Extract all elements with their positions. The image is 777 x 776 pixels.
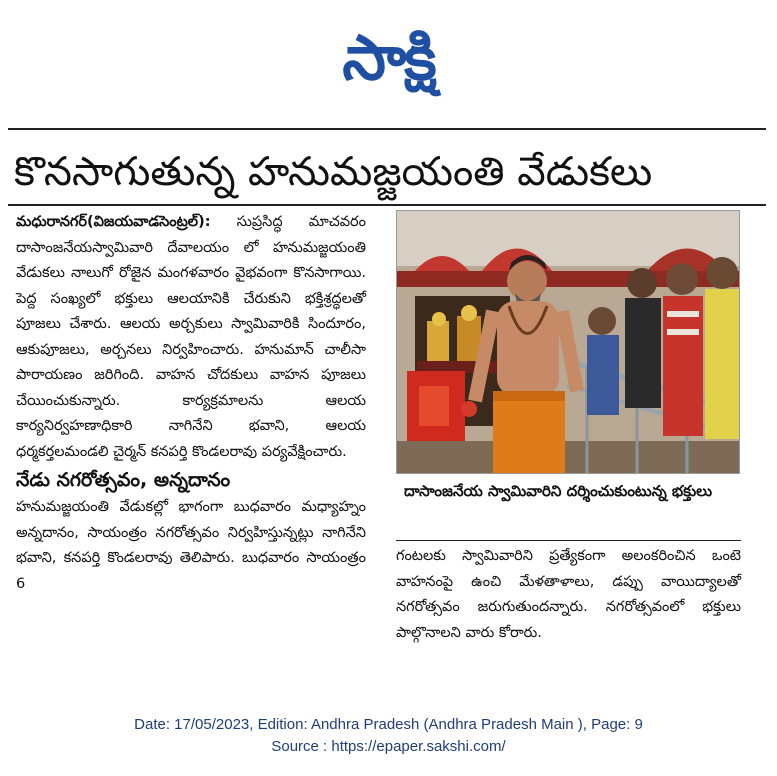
masthead-rule [8,128,766,130]
body-text-3: గంటలకు స్వామివారిని ప్రత్యేకంగా అలంకరించిన ఒంటె వాహనంపై ఉంచి మేళతాళాలు, డప్పు వాయిద్యాలతో నగరోత్సవం జరుగుతుందన్నారు. నగరోత్సవంలో భక్తులు పాల్గొనాలని వారు కోరారు. [396,548,741,641]
article-paragraph-1 [16,210,366,465]
caption-rule [396,540,741,541]
article-column-left [16,210,366,597]
temple-photo [396,210,740,474]
article-headline: కొనసాగుతున్న హనుమజ్జయంతి వేడుకలు [14,149,653,195]
dateline: మధురానగర్‌(విజయవాడసెంట్రల్‌): [16,214,211,230]
footer-date-edition: Date: 17/05/2023, Edition: Andhra Pradesh (Andhra Pradesh Main ), Page: 9 [134,716,643,733]
footer-source: Source : https://epaper.sakshi.com/ [271,738,506,755]
body-text-1: సుప్రసిద్ధ మాచవరం దాసాంజనేయస్వామివారి దేవాలయం లో హనుమజ్జయంతి వేడుకలు నాలుగో రోజైన మంగళవారం వైభవంగా కొనసాగాయి. పెద్ద సంఖ్యలో భక్తులు ఆలయానికి చేరుకుని భక్తిశ్రద్ధలతో పూజలు చేశారు. ఆలయ అర్చకులు స్వామివారికి సిందూరం, ఆకుపూజలు, అర్చనలు నిర్వహించారు. హనుమాన్‌ చాలీసా పారాయణం జరిగింది. వాహన చోదకులు వాహన పూజలు చేయించుకున్నారు. కార్యక్రమాలను ఆలయ కార్యనిర్వహణాధికారి నాగినేని భవాని, ఆలయ ధర్మకర్తలమండలి చైర్మన్‌ కనపర్తి కొండలరావు పర్యవేక్షించారు. [16,214,366,460]
article-subhead: నేడు నగరోత్సవం, అన్నదానం [16,469,231,491]
article-column-right [396,544,741,646]
body-text-2: హనుమజ్జయంతి వేడుకల్లో భాగంగా బుధవారం మధ్యాహ్నం అన్నదానం, సాయంత్రం నగరోత్సవం నిర్వహిస్తున్నట్లు నాగినేని భవాని, కనపర్తి కొండలరావు తెలిపారు. బుధవారం సాయంత్రం 6 [16,499,366,592]
photo-caption: దాసాంజనేయ స్వామివారిని దర్శించుకుంటున్న భక్తులు [404,482,713,500]
headline-rule [8,204,766,206]
sakshi-logo: సాక్షి [342,21,435,94]
temple-photo-illustration [397,211,739,473]
